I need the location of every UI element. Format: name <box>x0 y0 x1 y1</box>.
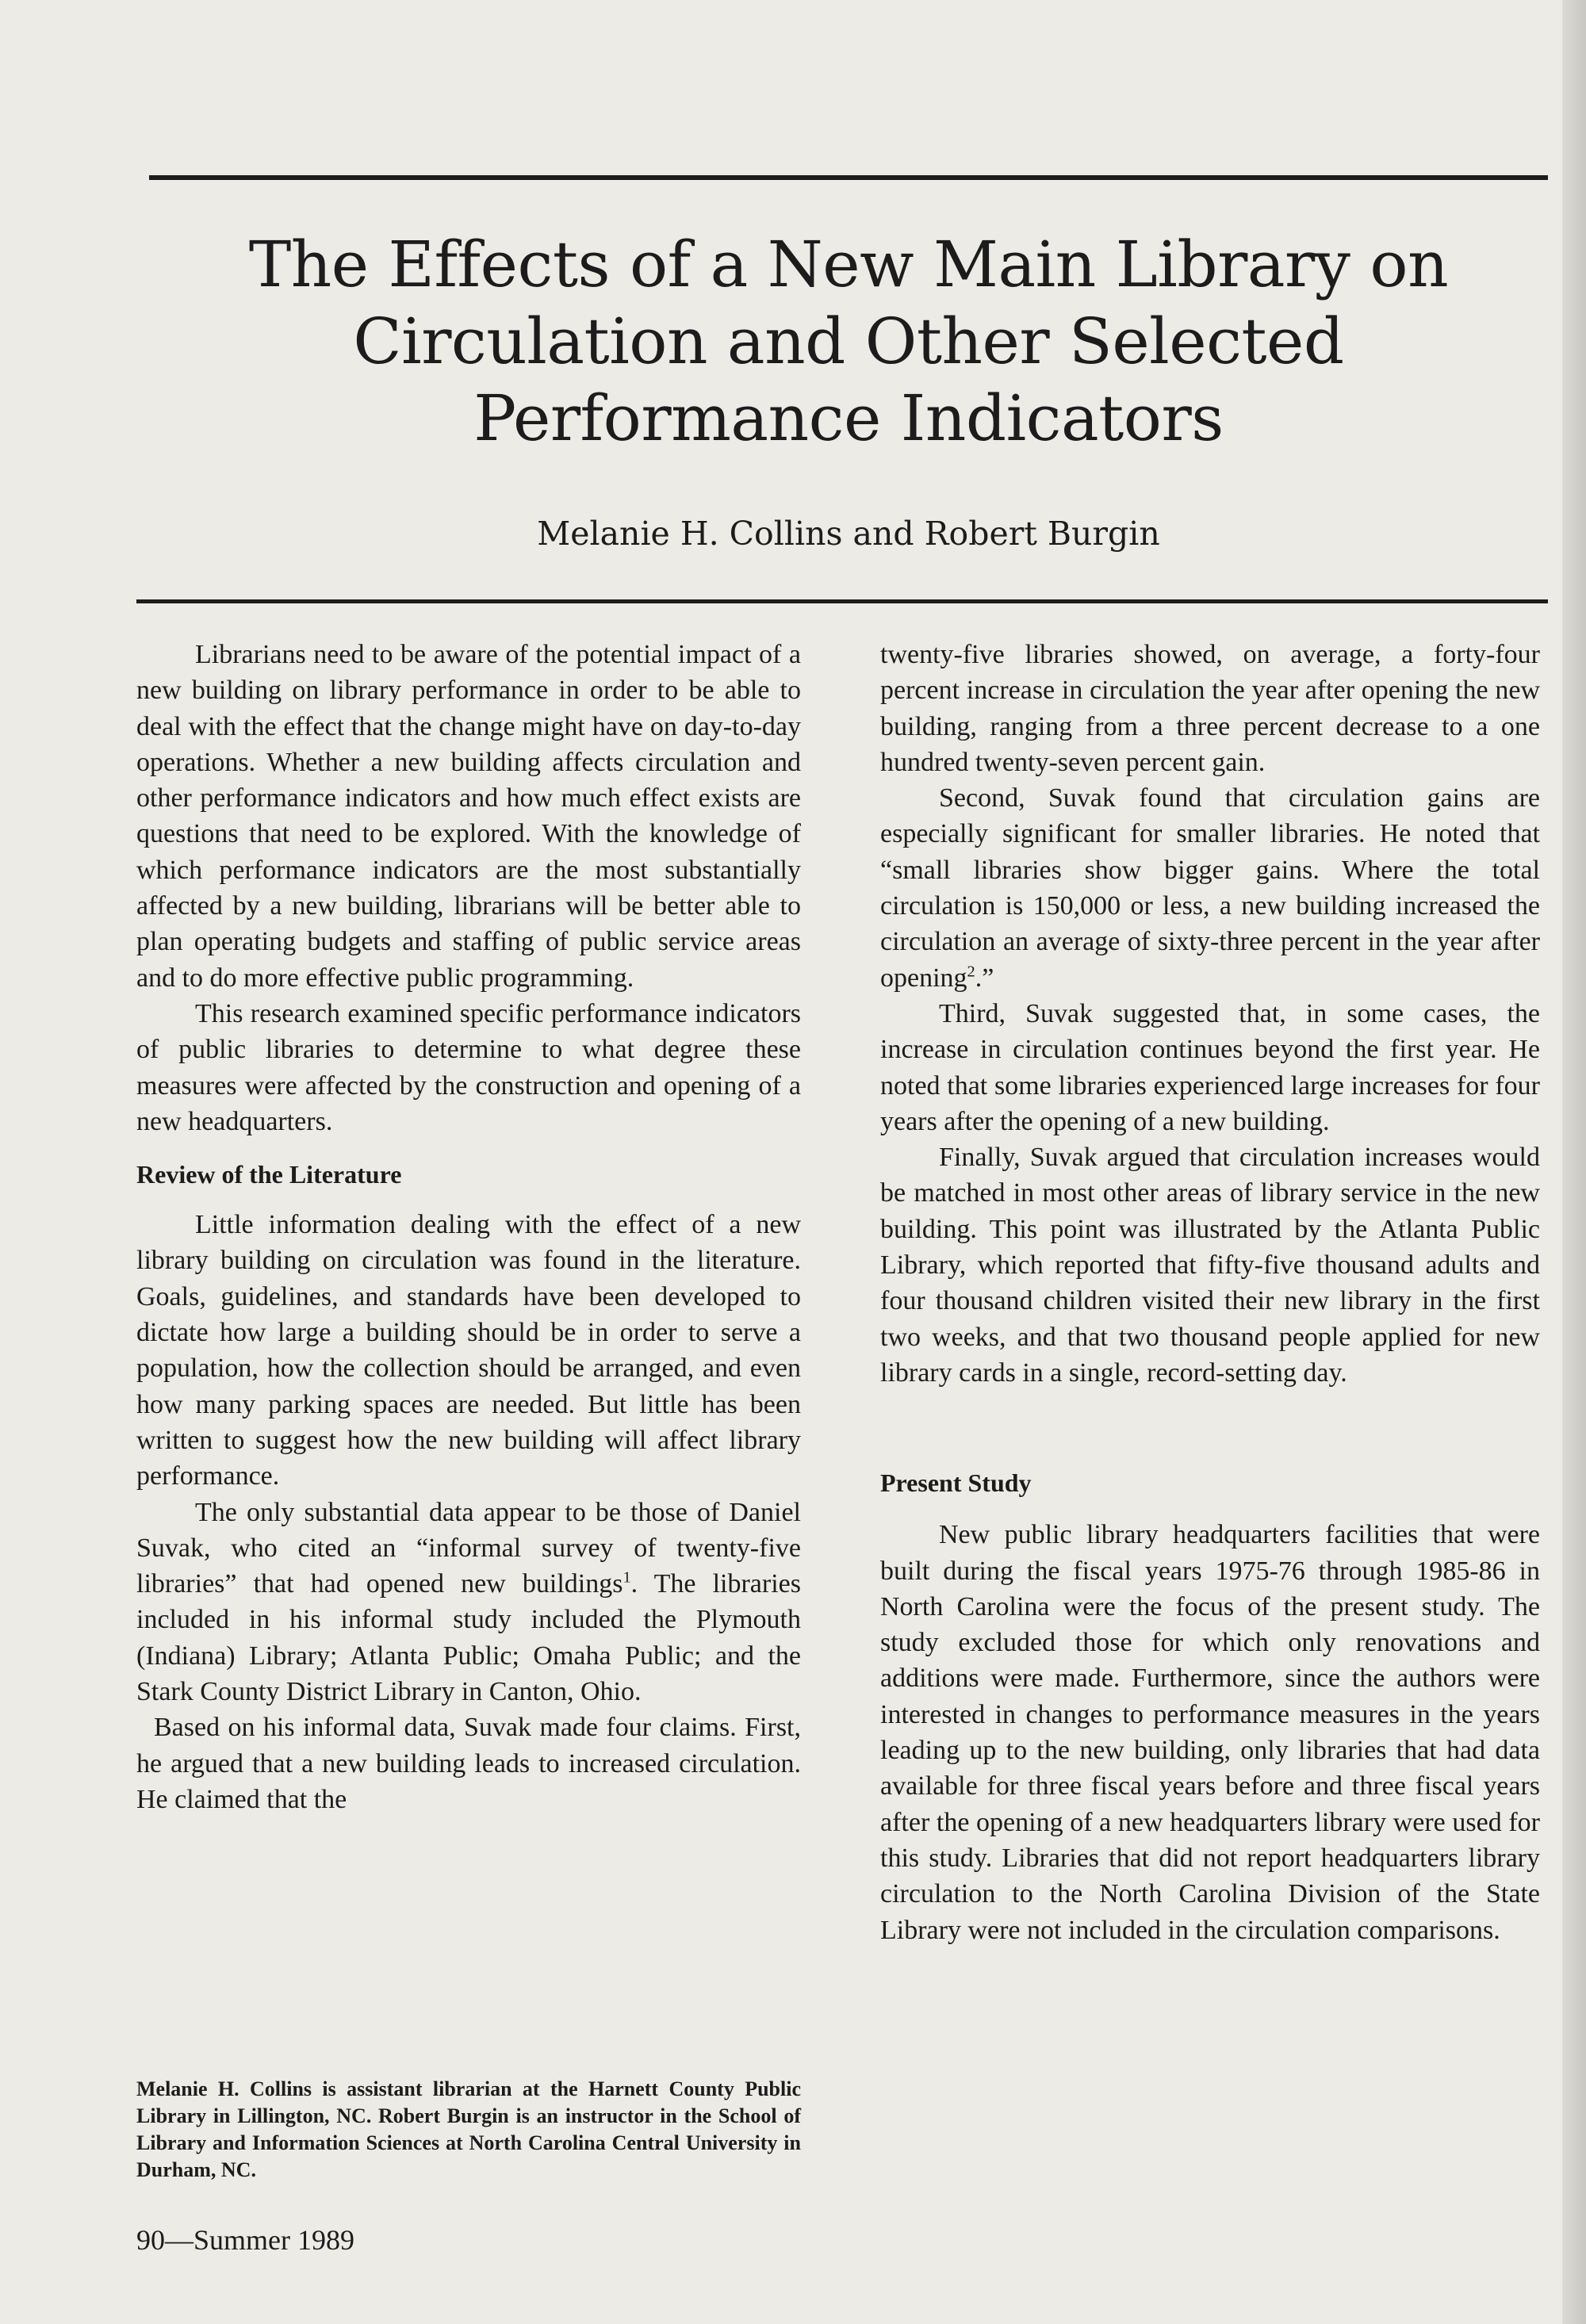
text-run: . The libraries included in his informal study included the Plymouth (Indiana) Library; Atlanta Public; Omaha Public; and the Stark County District Library in Canton, Ohio. <box>136 1569 801 1707</box>
page-folio: 90—Summer 1989 <box>136 2224 354 2256</box>
paragraph: twenty-five libraries showed, on average, a forty-four percent increase in circulation the year after opening the new building, ranging from a three percent decrease to a one hundred twenty-seven percent gain. <box>880 640 1540 777</box>
paragraph: Little information dealing with the effect of a new library building on circulation was found in the literature. Goals, guidelines, and standards have been developed to dictate how large a building should be in order to serve a population, how the collection should be arranged, and even how many parking spaces are needed. But little has been written to suggest how the new building will affect library performance. <box>136 1210 801 1491</box>
text-run: .” <box>975 963 994 993</box>
title-line: The Effects of a New Main Library on <box>248 228 1449 301</box>
paragraph: New public library headquarters facilities that were built during the fiscal years 1975-76 through 1985-86 in North Carolina were the focus of the present study. The study excluded those for which only renovations and additions were made. Furthermore, since the authors were interested in changes to performance measures in the years leading up to the new building, only libraries that had data available for three fiscal years before and three fiscal years after the opening of a new headquarters library were used for this study. Libraries that did not report headquarters library circulation to the North Carolina Division of the State Library were not included in the circulation comparisons. <box>880 1520 1540 1945</box>
paragraph: Finally, Suvak argued that circulation increases would be matched in most other areas of library service in the new building. This point was illustrated by the Atlanta Public Library, which reported that fifty-five thousand adults and four thousand children visited their new library in the first two weeks, and that two thousand people applied for new library cards in a single, record-setting day. <box>880 1143 1540 1388</box>
article-authors: Melanie H. Collins and Robert Burgin <box>537 515 1160 553</box>
paragraph: Third, Suvak suggested that, in some cases, the increase in circulation continues beyond the first year. He noted that some libraries experienced large increases for four years after the opening of a new building. <box>880 998 1540 1136</box>
paragraph: Librarians need to be aware of the potential impact of a new building on library performance in order to be able to deal with the effect that the change might have on day-to-day operations. Whether a new building affects circulation and other performance indicators and how much effect exists are questions that need to be explored. With the knowledge of which performance indicators are the most substantially affected by a new building, librarians will be better able to plan operating budgets and staffing of public service areas and to do more effective public programming. <box>136 640 801 993</box>
right-column <box>880 637 1540 1948</box>
section-heading-review: Review of the Literature <box>136 1160 402 1189</box>
article-title <box>149 226 1548 457</box>
paragraph <box>880 780 1540 996</box>
paragraph: Based on his informal data, Suvak made four claims. First, he argued that a new building leads to increased circulation. He claimed that the <box>136 1713 801 1814</box>
footnote-ref: 2 <box>967 963 975 981</box>
title-line: Circulation and Other Selected <box>353 304 1344 378</box>
page-edge-shadow <box>1562 0 1586 2324</box>
left-column <box>136 637 801 1817</box>
text-run: Second, Suvak found that circulation gains are especially significant for smaller libraries. He noted that “small libraries show bigger gains. Where the total circulation is 150,000 or less, a new building increased the circulation an average of sixty-three percent in the year after opening <box>880 783 1540 993</box>
title-top-rule <box>149 175 1548 180</box>
paragraph: This research examined specific performance indicators of public libraries to determine to what degree these measures were affected by the construction and opening of a new headquarters. <box>136 998 801 1136</box>
text-run: The only substantial data appear to be those of Daniel Suvak, who cited an “informal survey of twenty-five libraries” that had opened new buildings <box>136 1497 801 1599</box>
paragraph <box>136 1495 801 1710</box>
footnote-ref: 1 <box>623 1568 631 1587</box>
author-footnote: Melanie H. Collins is assistant librarian at the Harnett County Public Library in Lillington, NC. Robert Burgin is an instructor in the School of Library and Information Sciences at North Carolina Central University in Durham, NC. <box>136 2077 801 2181</box>
section-heading-present-study: Present Study <box>880 1468 1032 1498</box>
title-line: Performance Indicators <box>473 381 1224 455</box>
byline-bottom-rule <box>136 599 1548 603</box>
